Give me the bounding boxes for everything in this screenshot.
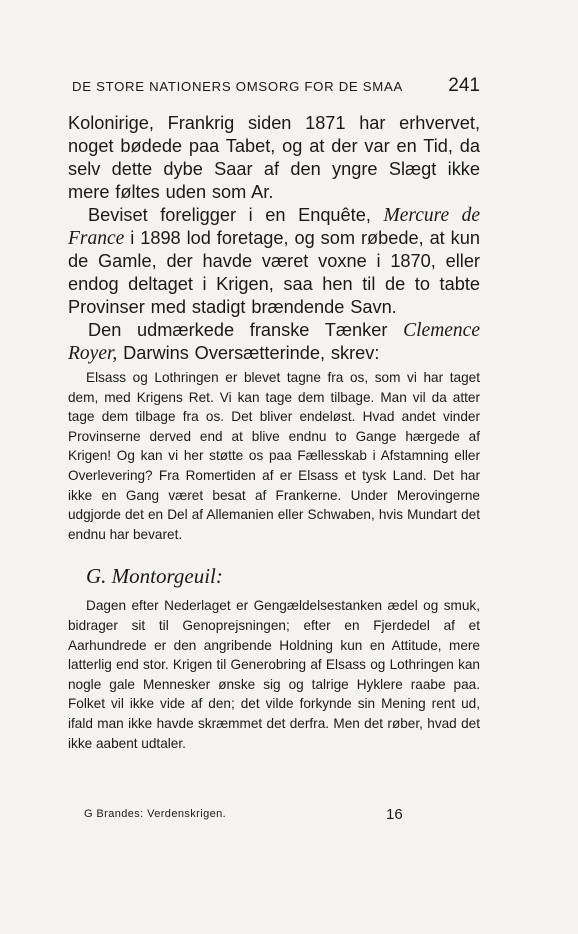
paragraph-2-text-a: Beviset foreligger i en Enquête, — [88, 205, 384, 225]
author-name: Clemence Royer, — [68, 320, 480, 364]
page-number: 241 — [448, 75, 480, 96]
periodical-title: Mercure de France — [68, 205, 480, 249]
paragraph-3-text-b: Darwins Oversætterinde, skrev: — [117, 343, 380, 363]
signature-note: G Brandes: Verdenskrigen. — [84, 808, 227, 820]
page-body — [68, 112, 480, 753]
paragraph-1: Kolonirige, Frankrig siden 1871 har erhvervet, noget bødede paa Tabet, og at der var en Tid, da selv dette dybe Saar af den yngre Slægt ikke mere føltes uden som Ar. — [68, 113, 480, 202]
paragraph-3 — [68, 319, 480, 365]
paragraph-2-text-b: i 1898 lod foretage, og som røbede, at kun de Gamle, der havde været voxne i 1870, eller endog deltaget i Krigen, saa hen til de to tabte Provinser med stadigt brændende Savn. — [68, 228, 480, 317]
quote-montorgeuil: Dagen efter Nederlaget er Gengældelsestanken ædel og smuk, bidrager sit til Genoprejsningen; efter en Fjerdedel af et Aarhundrede er den angribende Holdning kun en Attitude, mere latterlig end stor. Krigen til Generobring af Elsass og Lothringen kan nogle gale Mennesker ønske sig og talrige Hyklere raabe paa. Folket vil ikke vide af den; det vilde forkynde sin Mening rent ud, ifald man ikke havde skræmmet det derfra. Men det røber, hvad det ikke aabent udtaler. — [68, 598, 480, 751]
paragraph-3-text-a: Den udmærkede franske Tænker — [88, 320, 404, 340]
sheet-signature: 16 — [386, 806, 403, 823]
page-header — [72, 76, 482, 100]
quote-royer: Elsass og Lothringen er blevet tagne fra os, som vi har taget dem, med Krigens Ret. Vi kan tage dem tilbage. Man vil da atter tage dem tilbage fra os. Det bliver endeløst. Hvad andet vinder Provinserne derved end at blive endnu to Gange hærgede af Krigen! Og kan vi her støtte os paa Fællesskab i Afstamning eller Overlevering? Fra Romertiden af er Elsass et tysk Land. Det har ikke en Gang været besat af Frankerne. Under Merovingerne udgjorde det en Del af Allemanien eller Schwaben, hvis Mundart det endnu har bevaret. — [68, 370, 480, 542]
page-footer — [84, 806, 414, 828]
paragraph-2 — [68, 204, 480, 319]
running-title: DE STORE NATIONERS OMSORG FOR DE SMAA — [72, 79, 403, 94]
speaker-heading: G. Montorgeuil: — [86, 564, 223, 589]
